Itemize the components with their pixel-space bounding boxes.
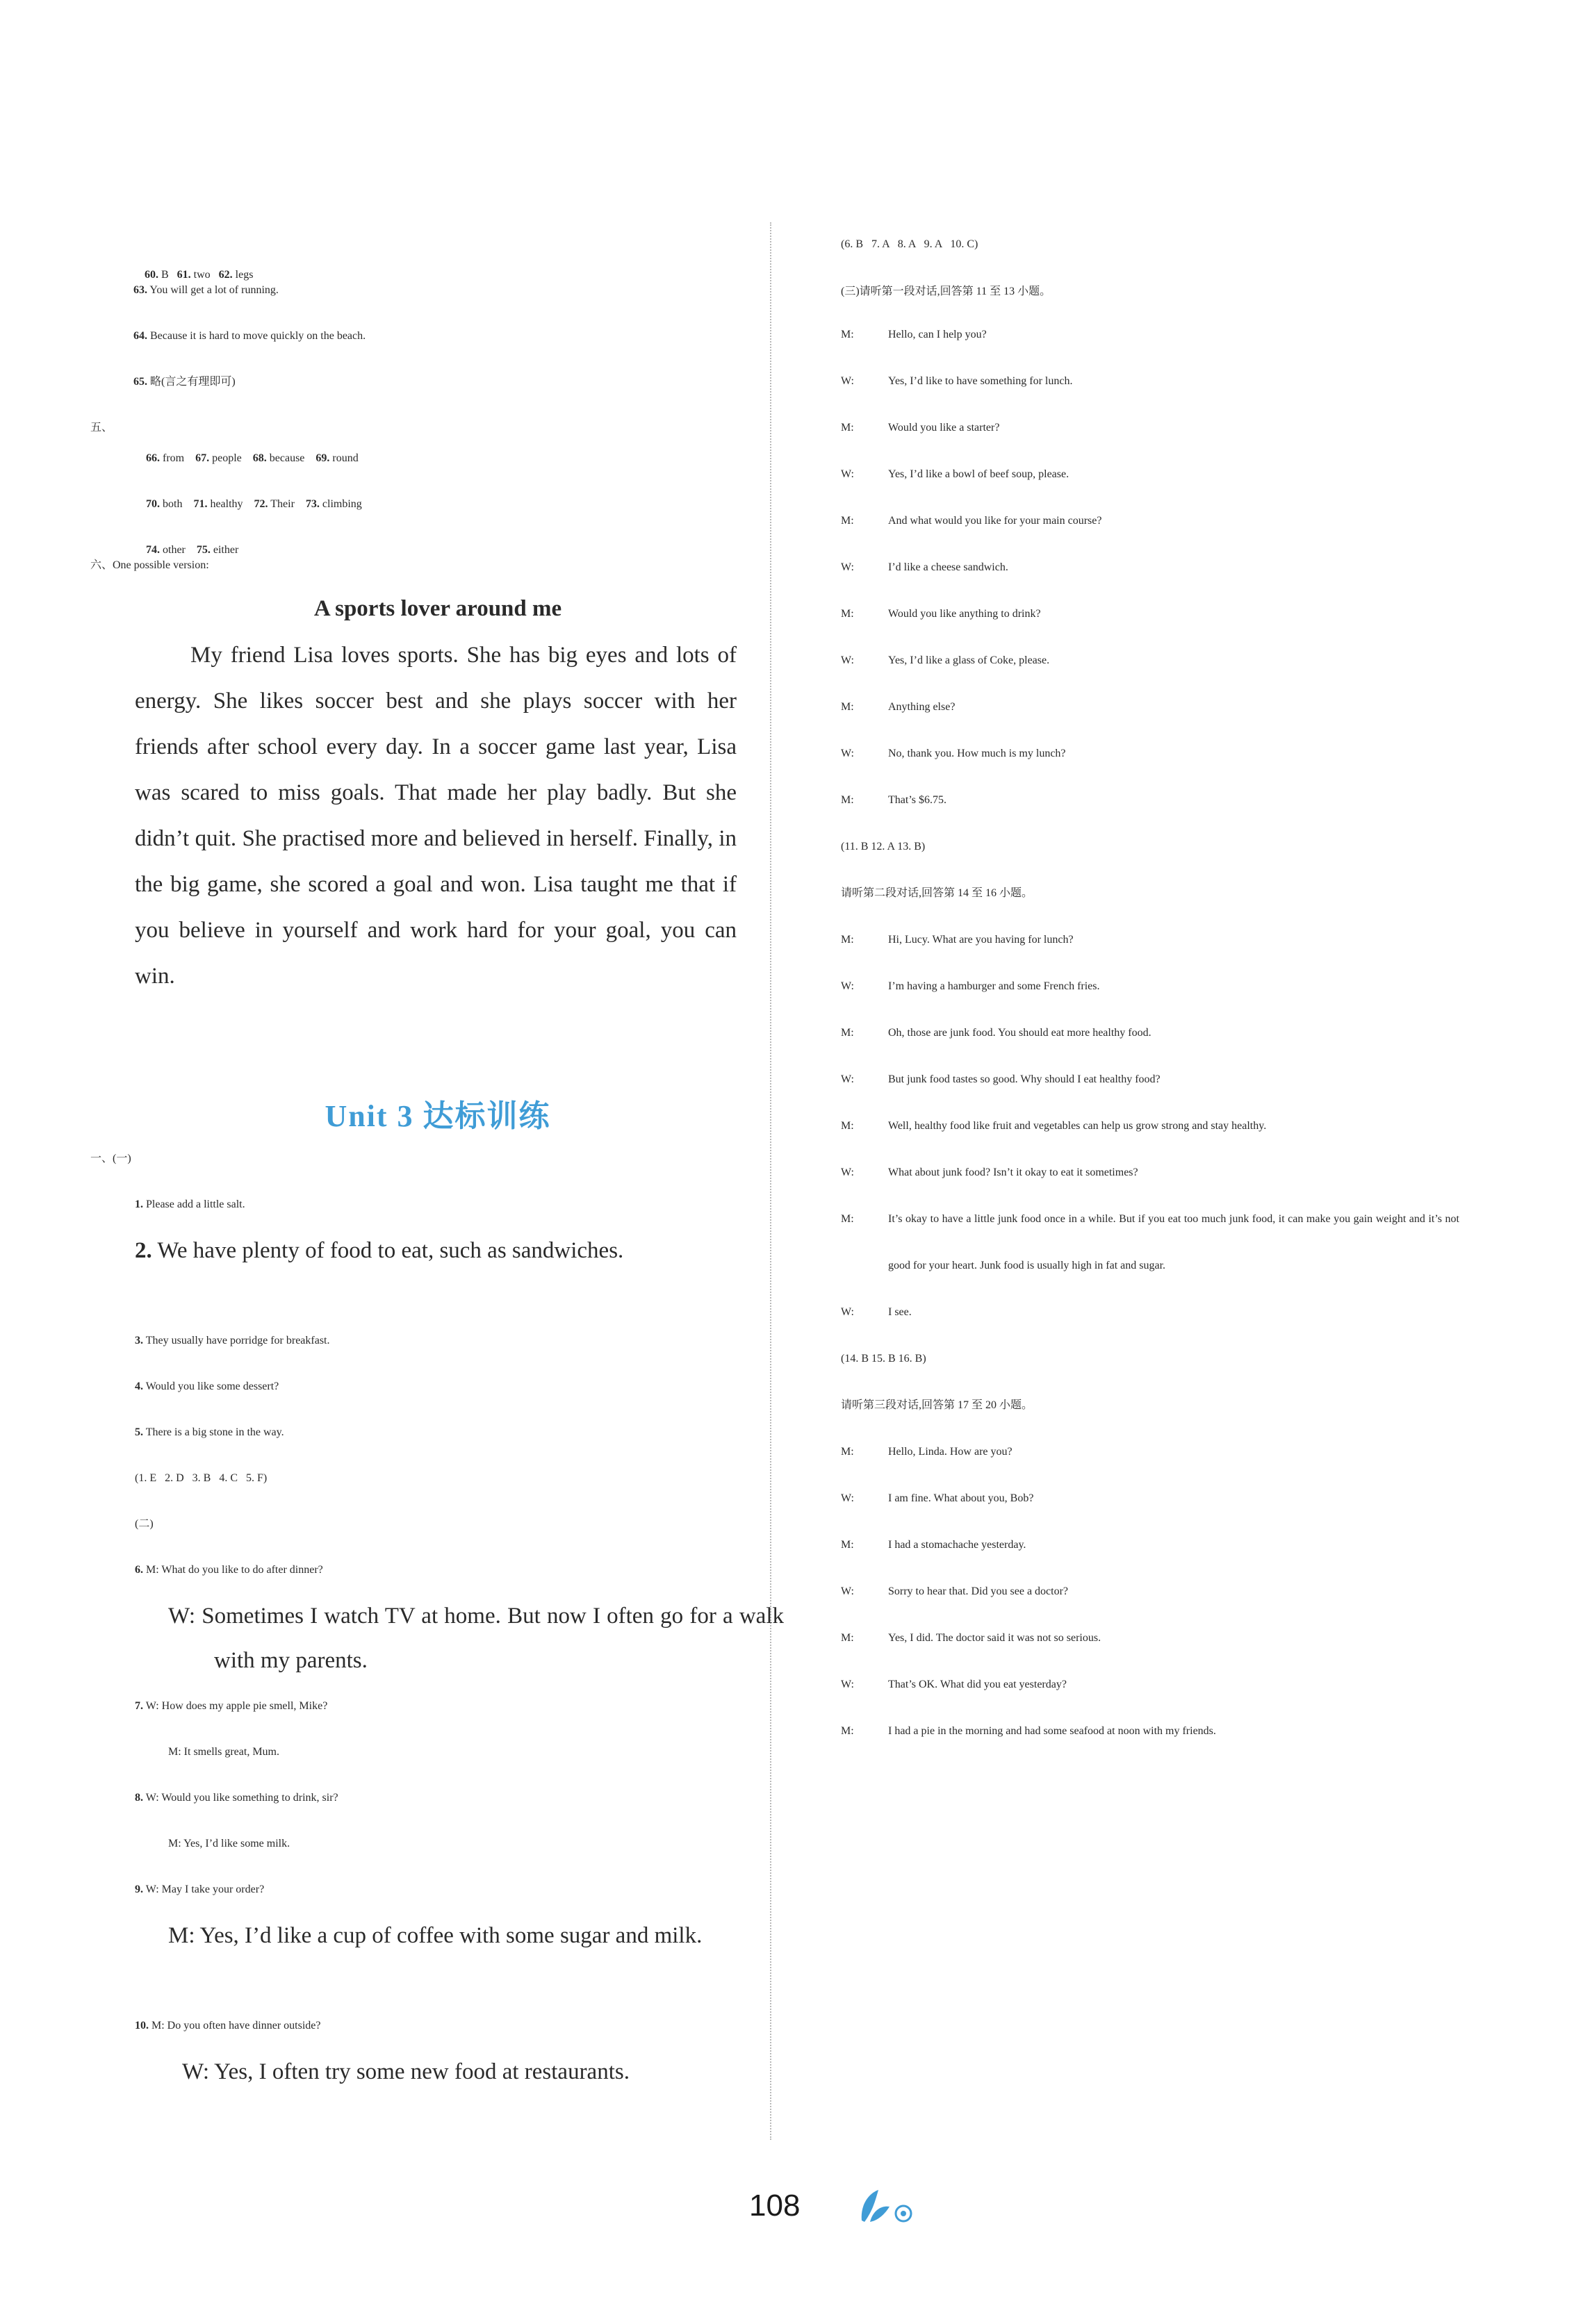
line: W: Yes, I’d like a glass of Coke, please. [841, 654, 1050, 666]
dialog-8-a: M: Yes, I’d like some milk. [168, 1838, 290, 1849]
line: W: I am fine. What about you, Bob? [841, 1492, 1034, 1504]
answers-60-62: 60. B 61. two 62. legs [145, 269, 254, 281]
line: W: I see. [841, 1306, 912, 1318]
line: M: Hello, Linda. How are you? [841, 1446, 1013, 1458]
line: M: Would you like anything to drink? [841, 608, 1041, 620]
answer-63: 63. You will get a lot of running. [133, 284, 279, 296]
leaf-swirl-icon [855, 2186, 917, 2227]
keys-6-10: (6. B 7. A 8. A 9. A 10. C) [841, 238, 978, 250]
line: M: I had a stomachache yesterday. [841, 1539, 1026, 1551]
line: W: That’s OK. What did you eat yesterday? [841, 1679, 1067, 1690]
dialog-7-a: M: It smells great, Mum. [168, 1746, 279, 1758]
line: W: No, thank you. How much is my lunch? [841, 748, 1066, 759]
keys-1-5: (1. E 2. D 3. B 4. C 5. F) [135, 1472, 268, 1484]
line: M: Yes, I did. The doctor said it was not so serious. [841, 1632, 1101, 1644]
section-5-label: 五、 [90, 422, 113, 434]
line: W: What about junk food? Isn’t it okay to eat it sometimes? [841, 1167, 1138, 1178]
line: M: That’s $6.75. [841, 794, 946, 806]
line: M: I had a pie in the morning and had some seafood at noon with my friends. [841, 1725, 1216, 1737]
part-3-intro: (三)请听第一段对话,回答第 11 至 13 小题。 [841, 286, 1051, 297]
dialog-9-q: 9. W: May I take your order? [135, 1884, 265, 1895]
keys-14-16: (14. B 15. B 16. B) [841, 1353, 926, 1365]
dialog-10-a: W: Yes, I often try some new food at restaurants. [182, 2059, 630, 2084]
answers-66-69: 66. from 67. people 68. because 69. round [146, 452, 359, 464]
item-4: 4. Would you like some dessert? [135, 1381, 279, 1392]
item-3: 3. They usually have porridge for breakfast. [135, 1335, 330, 1346]
keys-11-13: (11. B 12. A 13. B) [841, 841, 926, 852]
line: W: Yes, I’d like a bowl of beef soup, please. [841, 468, 1069, 480]
dialog-9-a: M: Yes, I’d like a cup of coffee with some sugar and milk. [168, 1923, 703, 1948]
essay-title: A sports lover around me [313, 596, 562, 621]
line: M: Hello, can I help you? [841, 329, 987, 340]
answers-70-73: 70. both 71. healthy 72. Their 73. climbing [146, 498, 362, 510]
line: M: Anything else? [841, 701, 956, 713]
item-2: 2. We have plenty of food to eat, such as sandwiches. [135, 1238, 624, 1263]
line: M: Oh, those are junk food. You should eat more healthy food. [841, 1027, 1151, 1039]
section-6-label: 六、One possible version: [90, 559, 209, 571]
column-divider [770, 222, 771, 2140]
dialog-7-q: 7. W: How does my apple pie smell, Mike? [135, 1700, 328, 1712]
conversation-2-intro: 请听第二段对话,回答第 14 至 16 小题。 [841, 887, 1033, 899]
line: M: And what would you like for your main course? [841, 515, 1102, 527]
line: W: I’d like a cheese sandwich. [841, 561, 1008, 573]
line: W: Yes, I’d like to have something for lunch. [841, 375, 1073, 387]
answer-64: 64. Because it is hard to move quickly on the beach. [133, 330, 366, 342]
unit-title: Unit 3 达标训练 [325, 1099, 551, 1133]
essay-body: My friend Lisa loves sports. She has big eyes and lots of energy. She likes soccer best and she plays soccer with her friends after school every day. In a soccer game last year, Lisa was scared to miss goals. That made her play badly. But she didn’t quit. She practised more and believed in herself. Finally, in the big game, she scored a goal and won. Lisa taught me that if you believe in yourself and work hard for your goal, you can win. [135, 643, 737, 989]
dialog-6-a: W: Sometimes I watch TV at home. But now I often go for a walk with my parents. [168, 1604, 784, 1673]
line: M: Well, healthy food like fruit and vegetables can help us grow strong and stay healthy. [841, 1120, 1267, 1132]
dialog-6-q: 6. M: What do you like to do after dinner? [135, 1564, 323, 1576]
page-number: 108 [749, 2189, 801, 2223]
item-1: 1. Please add a little salt. [135, 1198, 245, 1210]
item-5: 5. There is a big stone in the way. [135, 1426, 284, 1438]
answer-65: 65. 略(言之有理即可) [133, 376, 236, 388]
line: M: Would you like a starter? [841, 422, 1000, 434]
answers-74-75: 74. other 75. either [146, 544, 239, 556]
line: W: Sorry to hear that. Did you see a doctor? [841, 1585, 1069, 1597]
conversation-1 [841, 311, 1459, 1754]
line: M: Hi, Lucy. What are you having for lunch? [841, 934, 1074, 946]
line: W: But junk food tastes so good. Why should I eat healthy food? [841, 1073, 1161, 1085]
line: W: I’m having a hamburger and some French fries. [841, 980, 1100, 992]
line: M: It’s okay to have a little junk food once in a while. But if you eat too much junk food, it can make you gain weight and it’s not good for your heart. Junk food is usually high in fat and sugar. [841, 1213, 1459, 1271]
dialog-8-q: 8. W: Would you like something to drink, sir? [135, 1792, 338, 1804]
dialog-10-q: 10. M: Do you often have dinner outside? [135, 2020, 321, 2032]
part-2-label: (二) [135, 1518, 154, 1530]
conversation-3-intro: 请听第三段对话,回答第 17 至 20 小题。 [841, 1399, 1033, 1411]
part-1-label: 一、(一) [90, 1153, 131, 1164]
